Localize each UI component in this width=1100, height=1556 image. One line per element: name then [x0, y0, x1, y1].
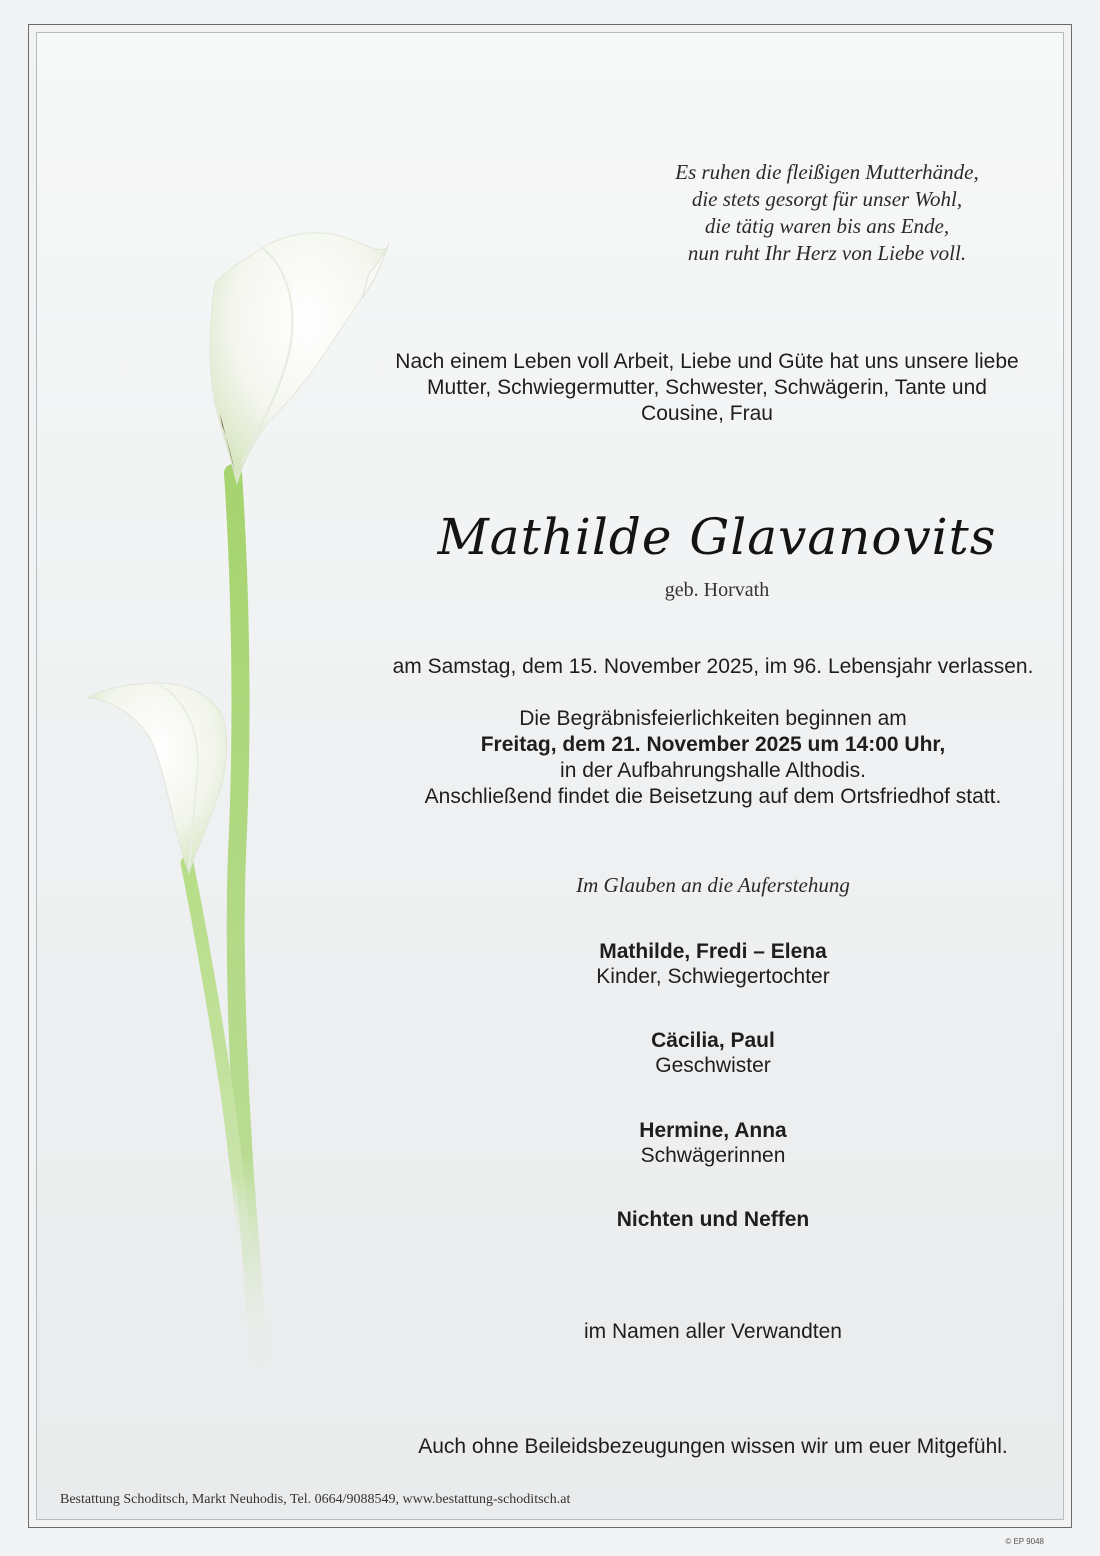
condolence-note: Auch ohne Beileidsbezeugungen wissen wir um euer Mitgefühl. [418, 1435, 1008, 1458]
mourner-relation: Kinder, Schwiegertochter [596, 965, 830, 988]
poem-line: Es ruhen die fleißigen Mutterhände, [675, 160, 979, 184]
mourner-group [513, 1118, 913, 1168]
parte-card [36, 32, 1064, 1520]
deceased-name: Mathilde Glavanovits [437, 508, 997, 566]
faith-line: Im Glauben an die Auferstehung [576, 873, 850, 897]
mourner-relation: Schwägerinnen [640, 1144, 786, 1167]
mourner-names: Cäcilia, Paul [651, 1029, 775, 1052]
poem-line: die tätig waren bis ans Ende, [704, 214, 950, 238]
maiden-name: geb. Horvath [664, 579, 770, 601]
mourner-names: Mathilde, Fredi – Elena [599, 940, 827, 963]
burial-note: Anschließend findet die Beisetzung auf dem Ortsfriedhof statt. [424, 785, 1002, 808]
mourner-group [513, 1028, 913, 1078]
intro-text [347, 349, 1064, 427]
mourner-names: Nichten und Neffen [616, 1208, 810, 1231]
mourner-relation: Geschwister [655, 1054, 771, 1077]
funeral-home-footer: Bestattung Schoditsch, Markt Neuhodis, Tel. 0664/9088549, www.bestattung-schoditsch.at [60, 1492, 571, 1507]
memorial-poem [597, 159, 1057, 267]
funeral-line: Die Begräbnisfeierlichkeiten beginnen am [519, 707, 907, 730]
mourner-names: Hermine, Anna [639, 1119, 787, 1142]
poem-line: die stets gesorgt für unser Wohl, [691, 187, 963, 211]
intro-line: Cousine, Frau [641, 402, 773, 425]
closing-line: im Namen aller Verwandten [584, 1320, 842, 1343]
funeral-details [357, 706, 1064, 810]
funeral-date: Freitag, dem 21. November 2025 um 14:00 Uhr, [480, 733, 946, 756]
intro-line: Nach einem Leben voll Arbeit, Liebe und Güte hat uns unsere liebe [395, 350, 1019, 373]
poem-line: nun ruht Ihr Herz von Liebe voll. [687, 241, 967, 265]
small-calla-flower [87, 683, 226, 873]
mourner-group [513, 1207, 913, 1232]
mourner-group [513, 939, 913, 989]
intro-line: Mutter, Schwiegermutter, Schwester, Schwägerin, Tante und [427, 376, 987, 399]
template-code: © EP 9048 [1005, 1537, 1044, 1546]
death-notice: am Samstag, dem 15. November 2025, im 96. Lebensjahr verlassen. [392, 655, 1034, 678]
funeral-location: in der Aufbahrungshalle Althodis. [560, 759, 866, 782]
